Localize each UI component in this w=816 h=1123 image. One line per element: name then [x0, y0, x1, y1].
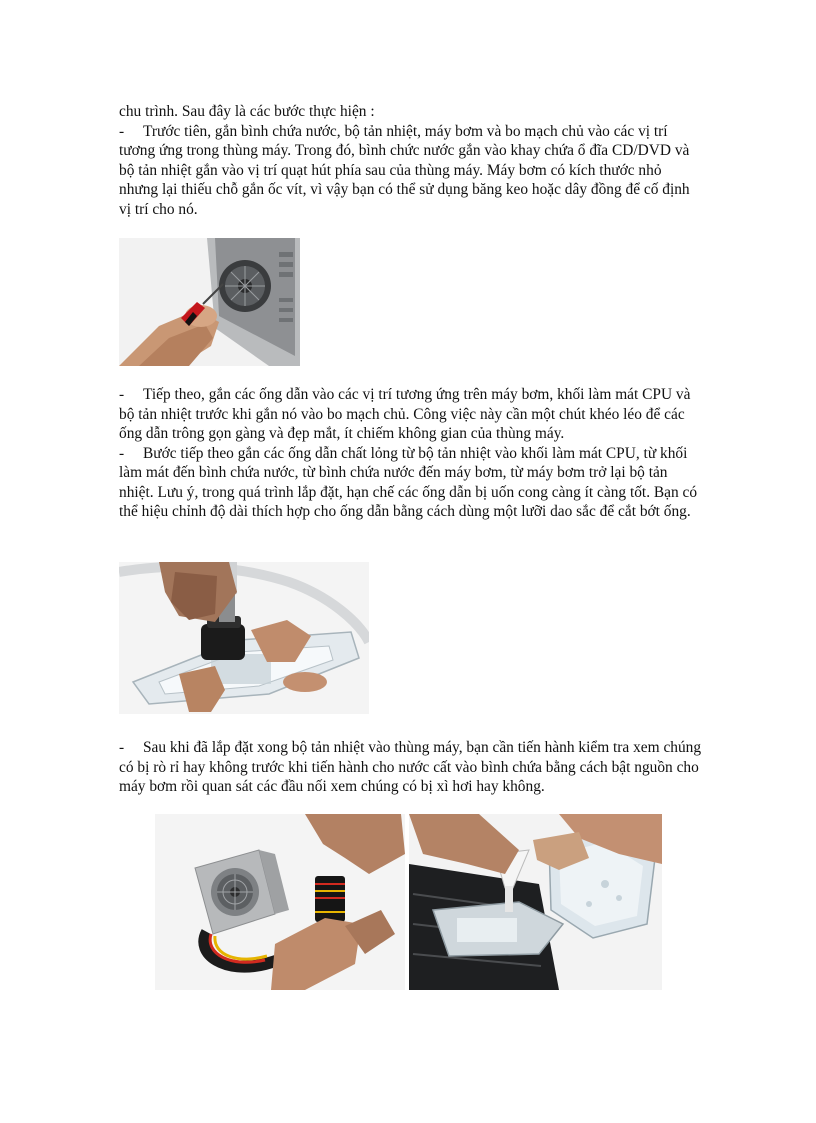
bullet-dash: - — [119, 386, 125, 403]
photo-pouring-water — [409, 814, 662, 990]
paragraph-step-1 — [119, 122, 704, 220]
photo-tube-fitting — [119, 562, 369, 714]
paragraph-intro: chu trình. Sau đây là các bước thực hiện : — [119, 103, 375, 120]
text-block-step-4 — [119, 738, 704, 797]
paragraph-step-2 — [119, 385, 704, 444]
paragraph-step-2-text: Tiếp theo, gắn các ống dẫn vào các vị trí tương ứng trên máy bơm, khối làm mát CPU và bộ tản nhiệt trước khi gắn nó vào bo mạch chủ. Công việc này cần một chút khéo léo để các ống dẫn trông gọn gàng và đẹp mắt, ít chiếm không gian của thùng máy. — [119, 386, 691, 442]
paragraph-step-4-text: Sau khi đã lắp đặt xong bộ tản nhiệt vào thùng máy, bạn cần tiến hành kiểm tra xem chúng có bị rò rỉ hay không trước khi tiến hành cho nước cất vào bình chứa bằng cách bật nguồn cho máy bơm rồi quan sát các đầu nối xem chúng có bị xì hơi hay không. — [119, 739, 702, 795]
bullet-dash: - — [119, 444, 125, 462]
text-block-steps-2-3 — [119, 385, 704, 522]
paragraph-step-3 — [119, 444, 704, 522]
bullet-dash: - — [119, 739, 125, 756]
paragraph-step-4 — [119, 738, 704, 797]
bullet-dash: - — [119, 122, 125, 140]
paragraph-step-3-text: Bước tiếp theo gắn các ống dẫn chất lỏng từ bộ tản nhiệt vào khối làm mát CPU, từ khối làm mát đến bình chứa nước, từ bình chứa nước đến máy bơm, từ máy bơm trở lại bộ tản nhiệt. Lưu ý, trong quá trình lắp đặt, hạn chế các ống dẫn bị uốn cong càng ít càng tốt. Bạn có thể hiệu chỉnh độ dài thích hợp cho ống dẫn bằng cách dùng một lưỡi dao sắc để cắt bớt ống. — [119, 444, 698, 520]
text-block-intro — [119, 102, 704, 219]
photo-screwdriver-case — [119, 238, 300, 366]
photo-power-supply — [155, 814, 405, 990]
paragraph-step-1-text: Trước tiên, gắn bình chứa nước, bộ tản nhiệt, máy bơm và bo mạch chủ vào các vị trí tương ứng trong thùng máy. Trong đó, bình chức nước gắn vào khay chứa ổ đĩa CD/DVD và bộ tản nhiệt gắn vào vị trí quạt hút phía sau của thùng máy. Máy bơm có kích thước nhỏ nhưng lại thiếu chỗ gắn ốc vít, vì vậy bạn có thể sử dụng băng keo hoặc dây đồng để cố định vị trí cho nó. — [119, 122, 690, 218]
